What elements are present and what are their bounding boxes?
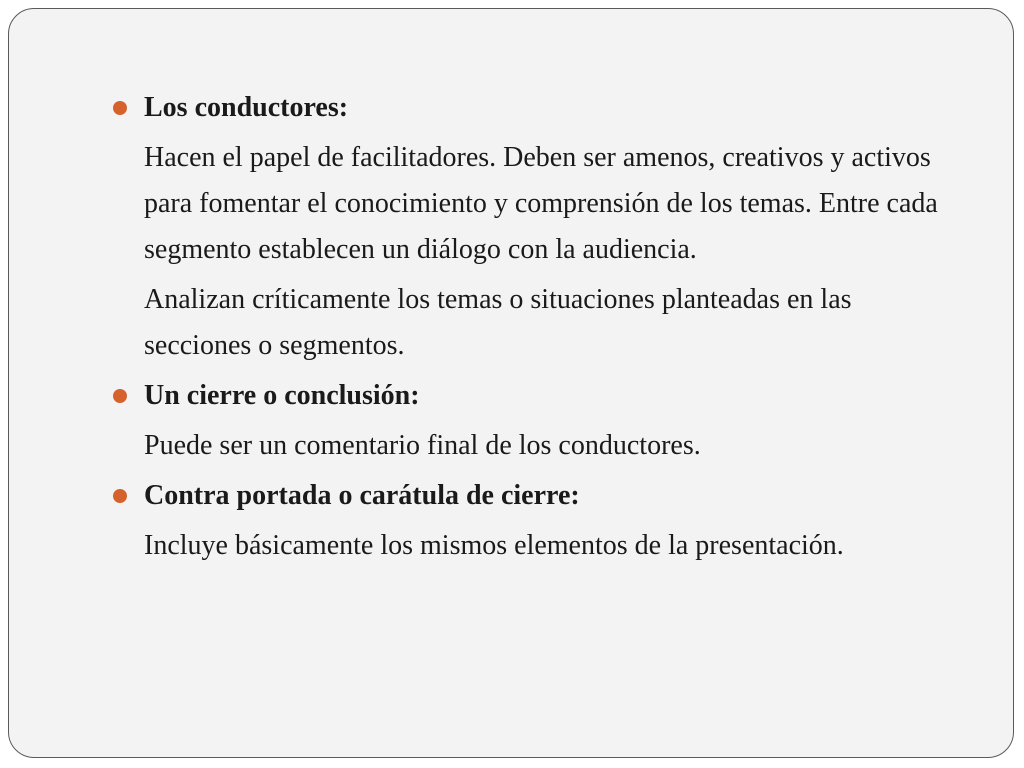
bullet-dot-icon [113,389,127,403]
bullet-dot-icon [113,101,127,115]
heading-text: Un cierre o conclusión: [144,380,420,411]
paragraph-conductores-role: Hacen el papel de facilitadores. Deben ser amenos, creativos y activos para fomentar el conocimiento y comprensión de los temas. Entre cada segmento establecen un diálogo con la audiencia. [144,142,938,265]
paragraph-conductores-analysis: Analizan críticamente los temas o situaciones planteadas en las secciones o segmentos. [144,284,852,361]
slide-frame [8,8,1014,758]
bullet-heading-cierre [109,373,949,419]
paragraph-cierre: Puede ser un comentario final de los conductores. [144,430,701,461]
paragraph-contraportada: Incluye básicamente los mismos elementos de la presentación. [144,530,844,561]
slide-content [109,85,949,569]
heading-text: Contra portada o carátula de cierre: [144,480,580,511]
bullet-heading-conductores [109,85,949,131]
bullet-dot-icon [113,489,127,503]
heading-text: Los conductores: [144,92,349,123]
bullet-heading-contraportada [109,473,949,519]
